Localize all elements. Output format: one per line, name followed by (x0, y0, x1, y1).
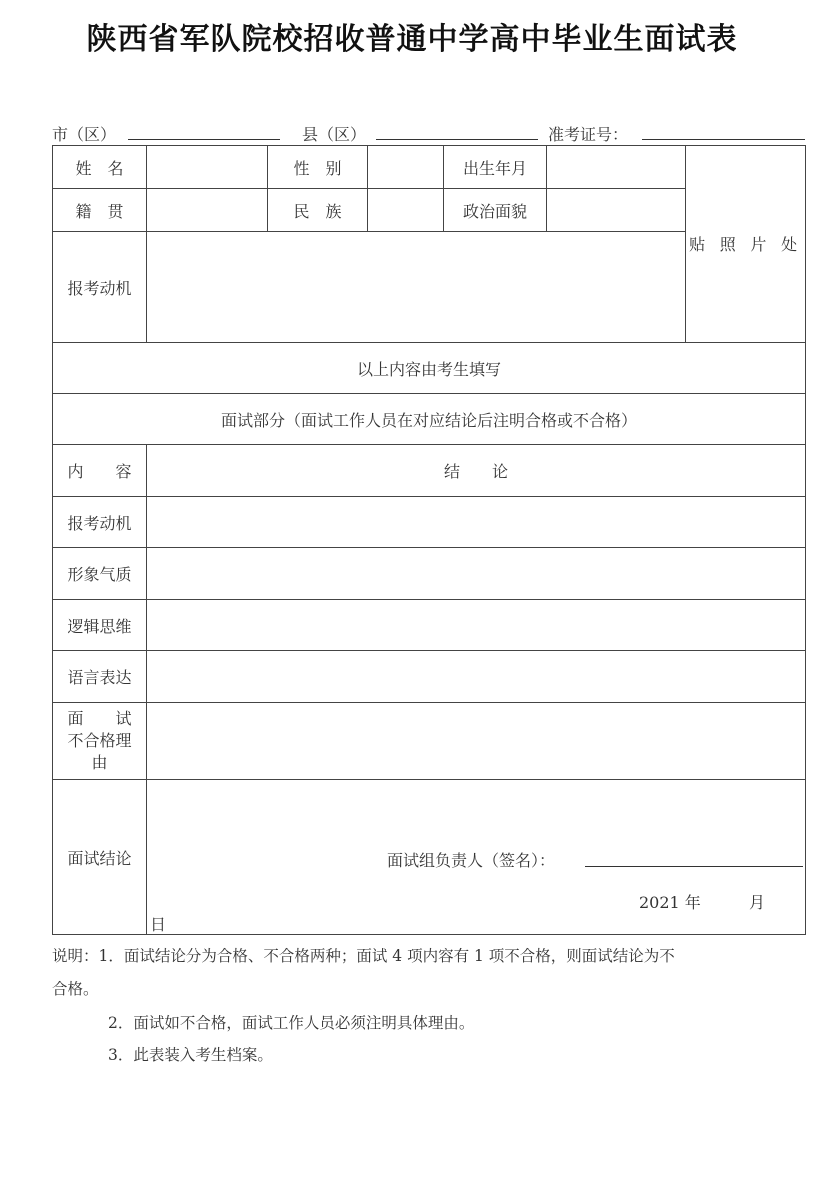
interview-section-title: 面试部分（面试工作人员在对应结论后注明合格或不合格） (53, 394, 806, 445)
interview-result-field[interactable] (147, 780, 806, 935)
content-column-header: 内 容 (53, 445, 147, 497)
date-year: 2021 年 (639, 893, 701, 912)
item-result-appearance[interactable] (147, 548, 806, 600)
item-label-appearance: 形象气质 (53, 548, 147, 600)
political-label: 政治面貌 (444, 189, 547, 232)
interview-result-label: 面试结论 (53, 780, 147, 935)
motivation-label: 报考动机 (53, 232, 147, 343)
item-label-logic: 逻辑思维 (53, 600, 147, 651)
native-place-label: 籍 贯 (53, 189, 147, 232)
note-line-1: 说明：1．面试结论分为合格、不合格两种；面试 4 项内容有 1 项不合格，则面试结论为不 (52, 947, 675, 965)
note-line-1b: 合格。 (52, 980, 99, 998)
name-label: 姓 名 (53, 146, 147, 189)
photo-area[interactable]: 贴 照 片 处 (686, 146, 806, 343)
signer-label: 面试组负责人（签名）： (387, 851, 556, 870)
exam-number-label: 准考证号： (548, 125, 629, 144)
birth-field[interactable] (547, 146, 686, 189)
interview-form-table (52, 145, 806, 935)
note-line-2: 2．面试如不合格，面试工作人员必须注明具体理由。 (108, 1014, 475, 1032)
gender-field[interactable] (368, 146, 444, 189)
fail-reason-label-line1: 面 试 (67, 709, 132, 728)
note-line-3: 3．此表装入考生档案。 (108, 1046, 273, 1064)
fail-reason-field[interactable] (147, 703, 806, 780)
item-label-motivation: 报考动机 (53, 497, 147, 548)
item-label-expression: 语言表达 (53, 651, 147, 703)
ethnicity-label: 民 族 (268, 189, 368, 232)
fail-reason-label-line2: 不合格理 (67, 731, 132, 750)
item-result-logic[interactable] (147, 600, 806, 651)
political-field[interactable] (547, 189, 686, 232)
city-label: 市（区） (52, 125, 117, 144)
fail-reason-label (53, 703, 147, 780)
item-result-motivation[interactable] (147, 497, 806, 548)
city-field[interactable] (128, 139, 280, 140)
item-result-expression[interactable] (147, 651, 806, 703)
exam-number-field[interactable] (642, 139, 805, 140)
fail-reason-label-line3: 由 (91, 753, 108, 772)
name-field[interactable] (147, 146, 268, 189)
page-title: 陕西省军队院校招收普通中学高中毕业生面试表 (86, 22, 738, 57)
filled-by-applicant-note: 以上内容由考生填写 (53, 343, 806, 394)
gender-label: 性 别 (268, 146, 368, 189)
county-field[interactable] (376, 139, 538, 140)
county-label: 县（区） (302, 125, 367, 144)
motivation-field[interactable] (147, 232, 686, 343)
signer-field[interactable] (585, 866, 803, 867)
date-day: 日 (150, 915, 167, 934)
native-place-field[interactable] (147, 189, 268, 232)
birth-label: 出生年月 (444, 146, 547, 189)
date-month: 月 (749, 893, 766, 912)
ethnicity-field[interactable] (368, 189, 444, 232)
conclusion-column-header: 结 论 (147, 445, 806, 497)
